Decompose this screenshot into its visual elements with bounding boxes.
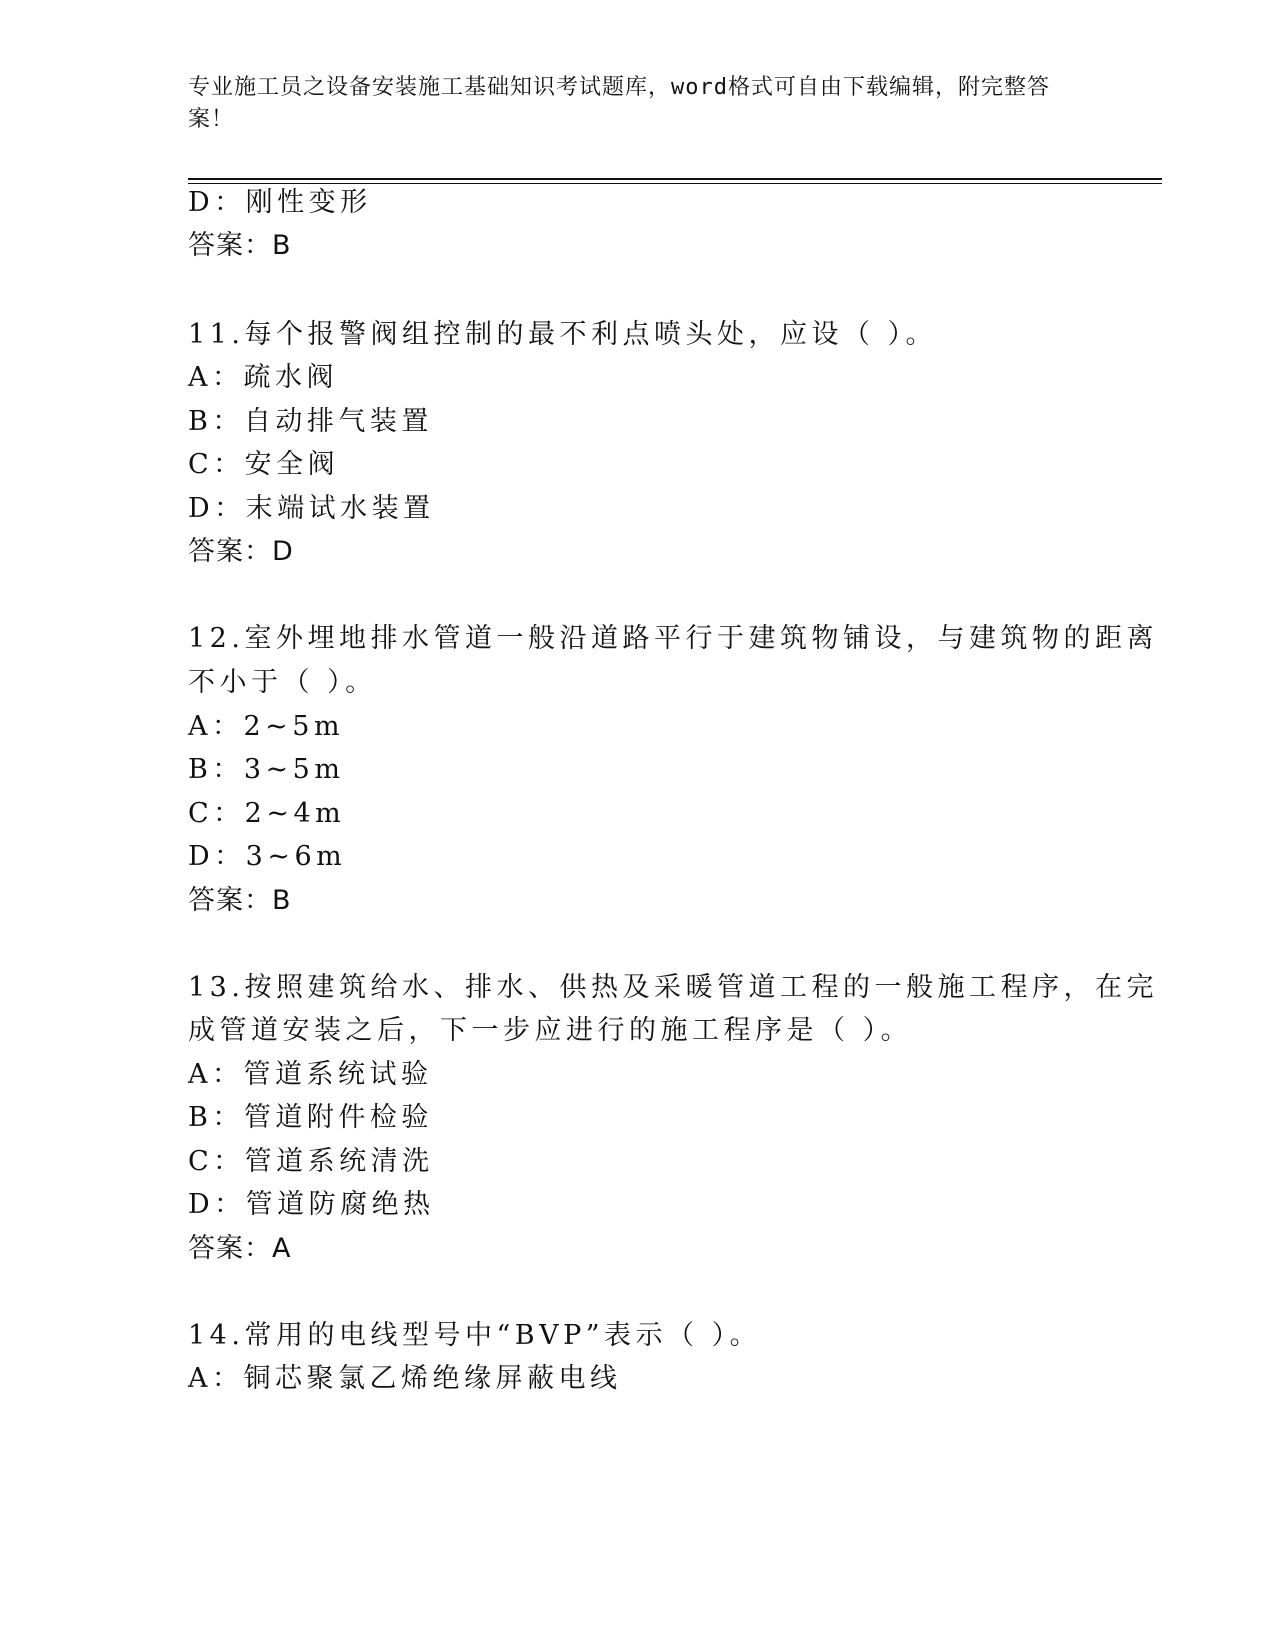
- q13-stem-line2: 成管道安装之后，下一步应进行的施工程序是（ ）。: [188, 1015, 913, 1046]
- q13-option-d: D：管道防腐绝热: [188, 1189, 435, 1220]
- prev-answer: 答案：B: [188, 230, 292, 261]
- q13-option-c: C：管道系统清洗: [188, 1146, 434, 1177]
- q13-option-a: A：管道系统试验: [188, 1059, 433, 1090]
- q14-stem: 14.常用的电线型号中“BVP”表示（ ）。: [188, 1320, 762, 1351]
- q12-option-a: A：2~5m: [188, 711, 345, 742]
- q11-option-a: A：疏水阀: [188, 362, 338, 393]
- q12-answer: 答案：B: [188, 885, 292, 916]
- q14-option-a: A：铜芯聚氯乙烯绝缘屏蔽电线: [188, 1363, 622, 1394]
- q12-option-d: D：3~6m: [188, 841, 347, 872]
- q13-answer: 答案：A: [188, 1233, 292, 1264]
- q11-answer: 答案：D: [188, 536, 294, 567]
- q13-stem-line1: 13.按照建筑给水、排水、供热及采暖管道工程的一般施工程序，在完: [188, 972, 1158, 1003]
- q12-option-b: B：3~5m: [188, 754, 345, 785]
- q11-option-b: B：自动排气装置: [188, 406, 433, 437]
- q11-option-d: D：末端试水装置: [188, 493, 435, 524]
- q12-option-c: C：2~4m: [188, 798, 346, 829]
- q11-stem: 11.每个报警阀组控制的最不利点喷头处，应设（ ）。: [188, 319, 938, 350]
- header-divider-thick: [188, 178, 1162, 180]
- q12-stem-line2: 不小于（ ）。: [188, 667, 377, 698]
- prev-option-d: D：刚性变形: [188, 187, 372, 218]
- q11-option-c: C：安全阀: [188, 449, 340, 480]
- header-divider-thin: [188, 183, 1162, 184]
- q13-option-b: B：管道附件检验: [188, 1102, 433, 1133]
- document-header: [188, 72, 1068, 136]
- header-title: 专业施工员之设备安装施工基础知识考试题库，word格式可自由下载编辑，附完整答案！: [188, 75, 1050, 132]
- q12-stem-line1: 12.室外埋地排水管道一般沿道路平行于建筑物铺设，与建筑物的距离: [188, 623, 1158, 654]
